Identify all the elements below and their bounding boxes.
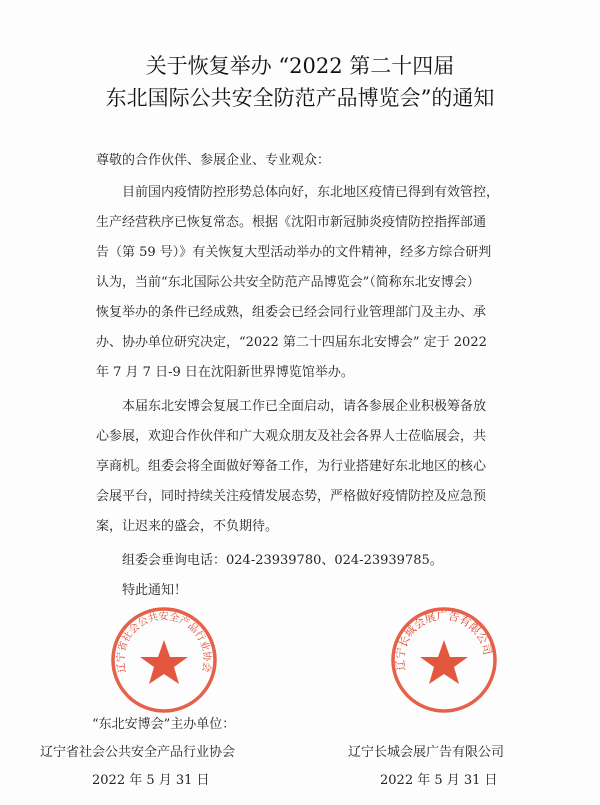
paragraph1-line: 恢复举办的条件已经成熟，组委会已经会同行业管理部门及主办、承: [96, 305, 487, 320]
paragraph2-line: 享商机。组委会将全面做好筹备工作，为行业搭建好东北地区的核心: [96, 459, 487, 474]
paragraph1-line: 目前国内疫情防控形势总体向好，东北地区疫情已得到有效管控，: [122, 185, 500, 200]
paragraph2-line: 案，让迟来的盛会，不负期待。: [96, 519, 279, 534]
seal-text: 辽宁省社会公共安全产品行业协会: [115, 611, 213, 674]
seal-stamp-company: [390, 606, 498, 714]
paragraph1-line: 告（第 59 号）》有关恢复大型活动举办的文件精神，经多方综合研判: [96, 245, 492, 260]
salutation: 尊敬的合作伙伴、参展企业、专业观众：: [96, 153, 331, 168]
paragraph1-line: 认为，当前“东北国际公共安全防范产品博览会”（简称东北安博会）: [96, 275, 480, 290]
contact-line: 组委会垂询电话：024-23939780、024-23939785。: [122, 553, 443, 568]
title-line-1: 关于恢复举办 “2022 第二十四届: [145, 54, 455, 78]
paragraph1-line: 年 7 月 7 日-9 日在沈阳新世界博览馆举办。: [96, 365, 354, 380]
star-icon: [140, 640, 188, 684]
signatory-date-2: 2022 年 5 月 31 日: [380, 773, 498, 788]
seal-stamp-association: [110, 606, 218, 714]
paragraph1-line: 生产经营秩序已恢复常态。根据《沈阳市新冠肺炎疫情防控指挥部通: [96, 215, 487, 230]
seal-text: 辽宁长城会展广告有限公司: [393, 609, 494, 672]
star-icon: [420, 640, 468, 684]
organizer-label: “东北安博会”主办单位：: [92, 717, 236, 732]
title-line-2: 东北国际公共安全防范产品博览会”的通知: [105, 86, 495, 110]
paragraph2-line: 心参展，欢迎合作伙伴和广大观众朋友及社会各界人士莅临展会，共: [96, 429, 487, 444]
signatory-name-2: 辽宁长城会展广告有限公司: [348, 745, 505, 760]
paragraph2-line: 本届东北安博会复展工作已全面启动，请各参展企业积极筹备放: [122, 399, 487, 414]
paragraph1-line: 办、协办单位研究决定，“2022 第二十四届东北安博会” 定于 2022: [96, 335, 487, 350]
signatory-name-1: 辽宁省社会公共安全产品行业协会: [40, 745, 236, 760]
paragraph2-line: 会展平台，同时持续关注疫情发展态势，严格做好疫情防控及应急预: [96, 489, 487, 504]
signatory-date-1: 2022 年 5 月 31 日: [92, 773, 210, 788]
closing-text: 特此通知！: [122, 583, 188, 598]
